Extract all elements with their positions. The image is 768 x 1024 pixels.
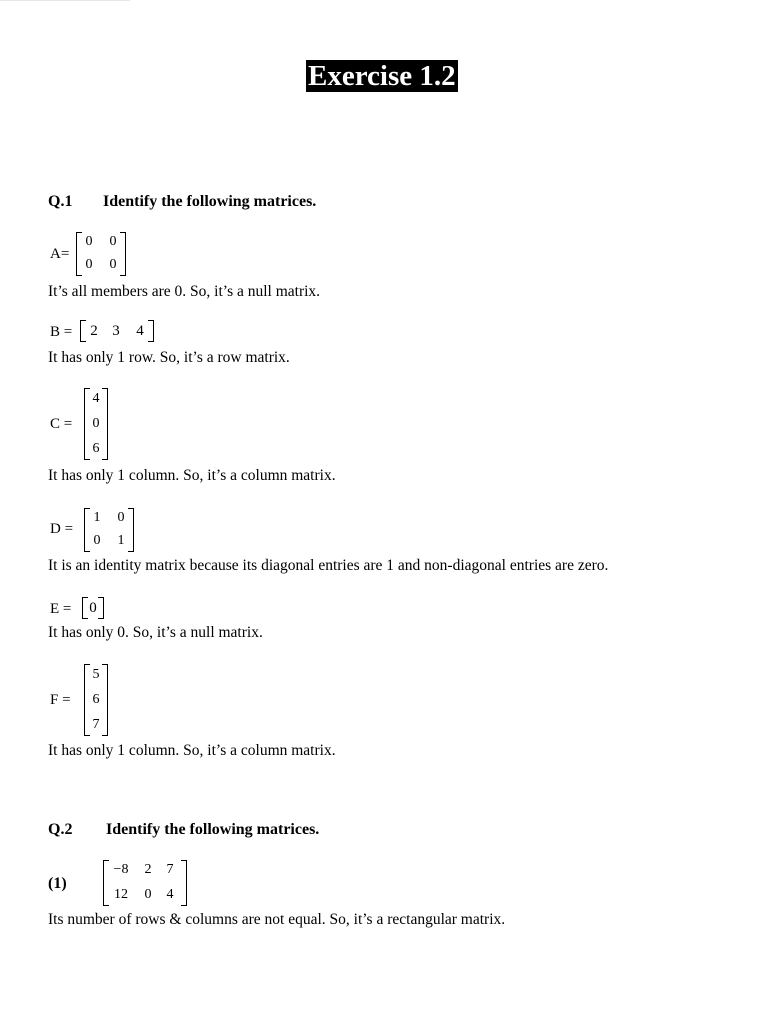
matrix-item-1-cell: −8	[113, 862, 129, 877]
item-1-label: (1)	[48, 875, 67, 892]
matrix-b-cell: 3	[112, 323, 120, 339]
page-title: Exercise 1.2	[308, 60, 456, 92]
right-bracket	[181, 860, 187, 906]
matrix-a-cell: 0	[109, 257, 117, 272]
matrix-f-description: It has only 1 column. So, it’s a column matrix.	[48, 742, 336, 759]
matrix-item-1-cell: 4	[166, 887, 174, 902]
matrix-e-description: It has only 0. So, it’s a null matrix.	[48, 624, 263, 641]
matrix-f	[84, 664, 108, 736]
matrix-c-label: C =	[50, 416, 73, 432]
question-2-text: Identify the following matrices.	[106, 821, 320, 838]
matrix-a-cell: 0	[109, 234, 117, 249]
matrix-c	[84, 388, 108, 460]
matrix-c-cell: 6	[92, 441, 100, 456]
matrix-d-label: D =	[50, 521, 74, 537]
right-bracket	[120, 232, 126, 276]
matrix-d-description: It is an identity matrix because its diagonal entries are 1 and non-diagonal entries are zero.	[48, 557, 609, 574]
matrix-b-description: It has only 1 row. So, it’s a row matrix.	[48, 349, 290, 366]
matrix-d-cell: 0	[117, 510, 125, 525]
matrix-f-cell: 5	[92, 667, 100, 682]
matrix-e-label: E =	[50, 601, 72, 617]
matrix-c-description: It has only 1 column. So, it’s a column matrix.	[48, 467, 336, 484]
matrix-b-cell: 2	[90, 323, 98, 339]
matrix-a-cell: 0	[85, 257, 93, 272]
item-1-description: Its number of rows & columns are not equal. So, it’s a rectangular matrix.	[48, 911, 506, 928]
matrix-a-description: It’s all members are 0. So, it’s a null matrix.	[48, 283, 321, 300]
matrix-item-1-cell: 7	[166, 862, 174, 877]
matrix-a	[76, 232, 126, 276]
question-1-text: Identify the following matrices.	[103, 193, 317, 210]
matrix-d-cell: 1	[117, 533, 125, 548]
matrix-f-cell: 6	[92, 692, 100, 707]
matrix-f-label: F =	[50, 692, 71, 708]
question-2-number: Q.2	[48, 821, 73, 838]
question-1-number: Q.1	[48, 193, 73, 210]
matrix-item-1-cell: 0	[144, 887, 152, 902]
matrix-d-cell: 1	[93, 510, 101, 525]
matrix-d-cell: 0	[93, 533, 101, 548]
matrix-a-label: A=	[50, 246, 70, 262]
matrix-e-cell: 0	[89, 600, 97, 616]
right-bracket	[148, 320, 154, 342]
matrix-item-1-cell: 2	[144, 862, 152, 877]
right-bracket	[128, 508, 134, 552]
left-bracket	[80, 320, 86, 342]
question-2-heading	[48, 820, 319, 840]
matrix-item-1	[103, 860, 187, 906]
matrix-d	[84, 508, 134, 552]
question-1-heading	[48, 192, 316, 212]
matrix-c-cell: 0	[92, 416, 100, 431]
matrix-f-cell: 7	[92, 717, 100, 732]
top-edge-line	[0, 0, 130, 1]
matrix-e	[82, 597, 104, 619]
matrix-a-cell: 0	[85, 234, 93, 249]
matrix-item-1-cell: 12	[114, 887, 128, 902]
matrix-b-cell: 4	[136, 323, 144, 339]
matrix-c-cell: 4	[92, 391, 100, 406]
matrix-b-label: B =	[50, 324, 73, 340]
matrix-b	[80, 320, 154, 342]
